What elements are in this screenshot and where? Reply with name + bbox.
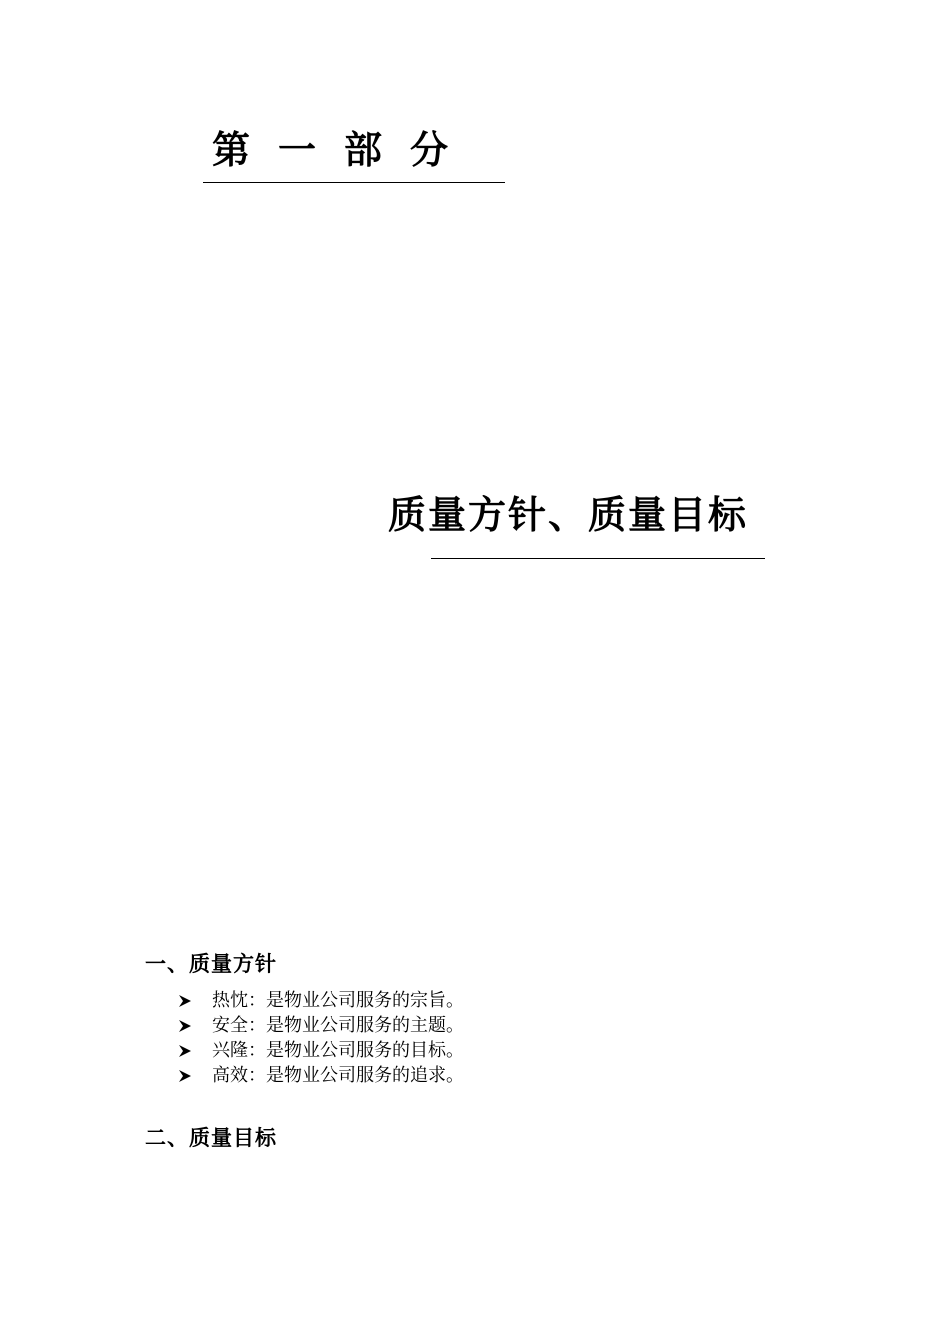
list-item xyxy=(178,1013,464,1038)
quality-policy-list xyxy=(178,988,464,1088)
list-item-text: 高效：是物业公司服务的追求。 xyxy=(212,1065,464,1086)
section-heading-quality-policy: 一、质量方针 xyxy=(145,951,277,976)
part-title: 第一部分 xyxy=(212,127,477,172)
document-title: 质量方针、质量目标 xyxy=(388,492,749,537)
arrowhead-bullet-icon xyxy=(178,994,192,1008)
document-title-underline xyxy=(431,558,765,559)
list-item-text: 安全：是物业公司服务的主题。 xyxy=(212,1015,464,1036)
list-item xyxy=(178,1063,464,1088)
section-heading-quality-objectives: 二、质量目标 xyxy=(145,1125,277,1150)
list-item-text: 热忱：是物业公司服务的宗旨。 xyxy=(212,990,464,1011)
arrowhead-bullet-icon xyxy=(178,1069,192,1083)
list-item xyxy=(178,1038,464,1063)
arrowhead-bullet-icon xyxy=(178,1019,192,1033)
list-item xyxy=(178,988,464,1013)
arrowhead-bullet-icon xyxy=(178,1044,192,1058)
list-item-text: 兴隆：是物业公司服务的目标。 xyxy=(212,1040,464,1061)
part-title-underline xyxy=(203,182,505,183)
